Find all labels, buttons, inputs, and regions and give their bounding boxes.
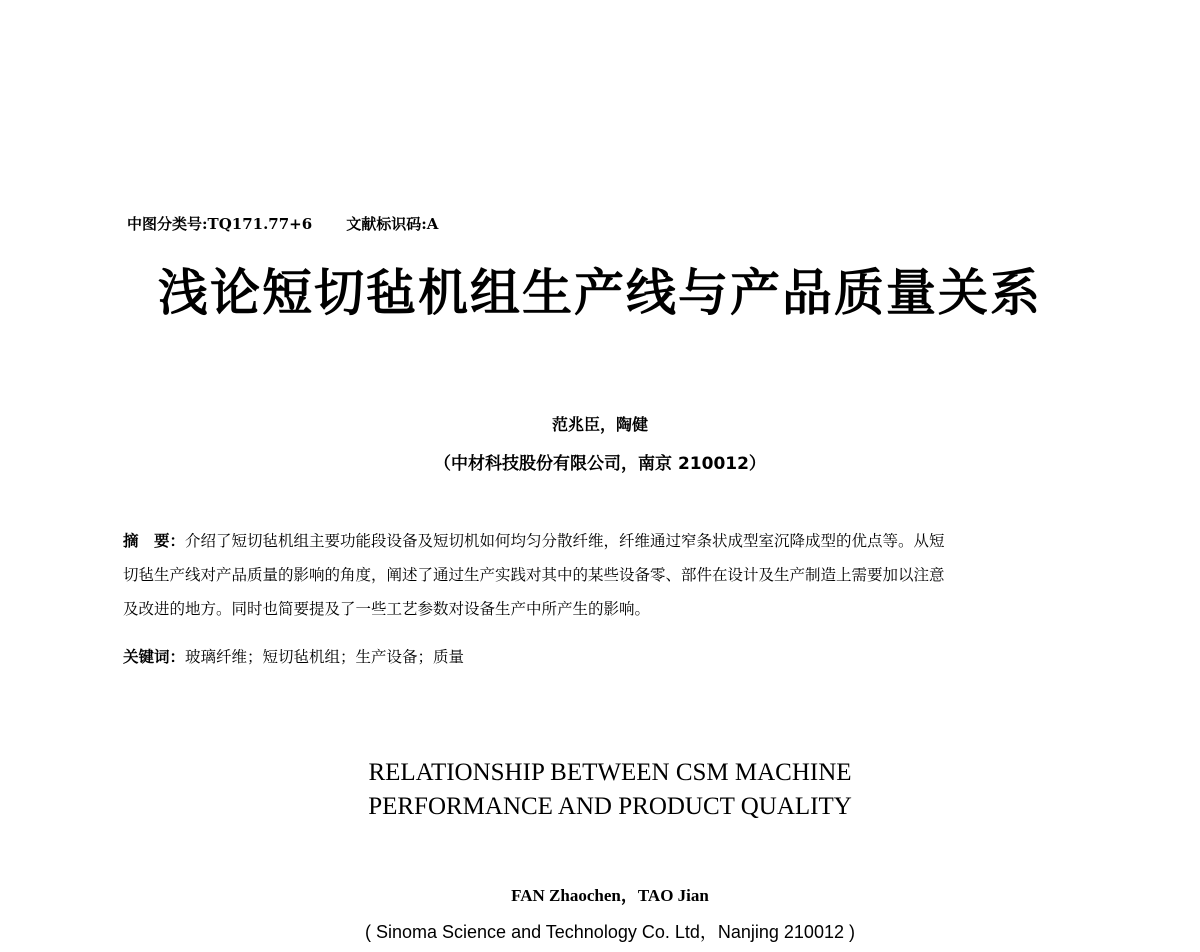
chinese-affiliation: （中材科技股份有限公司，南京 210012） — [434, 454, 766, 474]
english-title-line-2: PERFORMANCE AND PRODUCT QUALITY — [368, 793, 852, 820]
abstract-line-2: 切毡生产线对产品质量的影响的角度，阐述了通过生产实践对其中的某些设备零、部件在设计及生产制造上需要加以注意 — [123, 566, 945, 584]
english-title-line-1: RELATIONSHIP BETWEEN CSM MACHINE — [368, 759, 852, 786]
english-authors: FAN Zhaochen，TAO Jian — [511, 886, 709, 905]
chinese-keywords — [123, 645, 464, 667]
document-code: 文献标识码:A — [346, 215, 439, 233]
chinese-authors: 范兆臣，陶健 — [551, 415, 648, 434]
clc-number: 中图分类号:TQ171.77+6 — [127, 215, 313, 233]
chinese-title: 浅论短切毡机组生产线与产品质量关系 — [158, 264, 1042, 322]
keywords-label: 关键词： — [123, 647, 186, 666]
abstract-text-1: 介绍了短切毡机组主要功能段设备及短切机如何均匀分散纤维，纤维通过窄条状成型室沉降成型的优点等。从短 — [185, 532, 945, 550]
abstract-line-3: 及改进的地方。同时也简要提及了一些工艺参数对设备生产中所产生的影响。 — [123, 600, 651, 618]
keywords-text: 玻璃纤维；短切毡机组；生产设备；质量 — [185, 648, 465, 666]
abstract-line-1 — [123, 524, 1098, 558]
chinese-abstract — [123, 524, 1098, 626]
english-affiliation: ( Sinoma Science and Technology Co. Ltd，Nanjing 210012 ) — [365, 922, 855, 942]
abstract-label: 摘 要： — [123, 531, 186, 550]
classification-line — [127, 213, 438, 234]
english-title — [0, 756, 1200, 824]
